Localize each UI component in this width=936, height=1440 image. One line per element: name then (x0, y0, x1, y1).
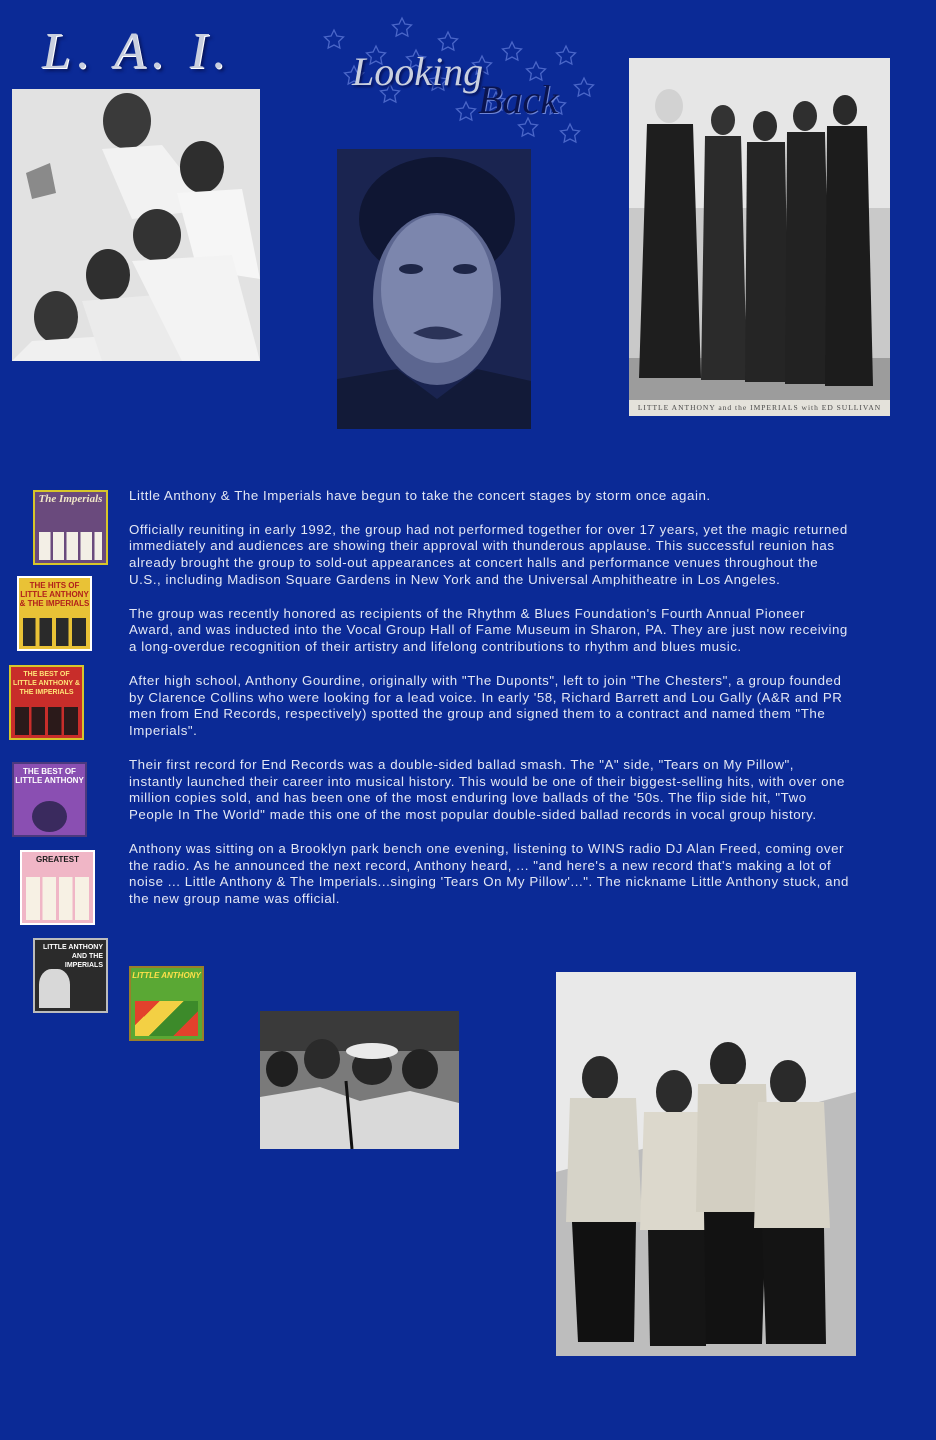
looking-back-title-line1: Looking (352, 49, 484, 94)
album-cover-best-of-red[interactable] (9, 665, 84, 740)
site-logo: L. A. I. (42, 23, 233, 80)
album-title: THE HITS OF LITTLE ANTHONY & THE IMPERIALS (19, 581, 90, 608)
article-paragraph: The group was recently honored as recipients of the Rhythm & Blues Foundation's Fourth Annual Pioneer Award, and was inducted into the Vocal Group Hall of Fame Museum in Sharon, PA. They are just now receiving a long-overdue recognition of their artistry and lifelong contributions to rhythm and blues music. (129, 605, 848, 655)
album-figures (39, 969, 70, 1008)
album-title: THE BEST OF LITTLE ANTHONY & THE IMPERIALS (13, 671, 80, 696)
article-paragraph: Anthony was sitting on a Brooklyn park bench one evening, listening to WINS radio DJ Alan Freed, coming over the radio. As he announced the next record, Anthony heard, ... "and here's a new record that's making a lot of noise ... Little Anthony & The Imperials...singing 'Tears On My Pillow'...". The nickname Little Anthony stuck, and the new group name was official. (129, 840, 849, 907)
article-paragraph: After high school, Anthony Gourdine, originally with "The Duponts", left to join "The Chesters", a group founded by Clarence Collins who were looking for a lead voice. In early '58, Richard Barrett and Lou Gally (A&R and PR men from End Records, respectively) spotted the group and signed them to a contract and named them "The Imperials". (129, 672, 843, 739)
album-cover-best-of-purple[interactable] (12, 762, 87, 837)
album-title: LITTLE ANTHONY (132, 971, 201, 980)
photo-little-anthony-portrait (337, 149, 531, 429)
album-cover-imperials[interactable] (33, 490, 108, 565)
album-figures (15, 707, 78, 735)
album-figures (23, 618, 86, 646)
album-cover-green[interactable] (129, 966, 204, 1041)
album-figures (39, 532, 102, 560)
album-figures (26, 877, 89, 920)
article-paragraph: Their first record for End Records was a double-sided ballad smash. The "A" side, "Tears on My Pillow", instantly launched their career into musical history. This would be one of their biggest-selling hits, with over one million copies sold, and has been one of the most enduring love ballads of the '50s. The flip side hit, "Two People In The World" made this one of the most popular double-sided ballad records in vocal group history. (129, 756, 845, 823)
album-title: GREATEST (36, 855, 79, 864)
album-figures (135, 1001, 198, 1037)
album-figures (32, 801, 67, 832)
article-body (129, 488, 849, 925)
looking-back-title-line2: Back (478, 77, 558, 122)
album-cover-greatest[interactable] (20, 850, 95, 925)
album-cover-hits[interactable] (17, 576, 92, 651)
article-paragraph: Officially reuniting in early 1992, the group had not performed together for over 17 years, yet the magic returned immediately and audiences are showing their approval with thunderous applause. This successful reunion has already brought the group to sold-out appearances at concert halls and performance venues throughout the U.S., including Madison Square Gardens in New York and the Universal Amphitheatre in Los Angeles. (129, 521, 848, 587)
photo-group-with-host (629, 58, 890, 400)
article-paragraph: Little Anthony & The Imperials have begun to take the concert stages by storm once again. (129, 488, 711, 503)
album-title: LITTLE ANTHONY AND THE IMPERIALS (42, 944, 103, 969)
photo-group-patterned-jackets (556, 972, 856, 1356)
photo-group-at-microphone (260, 1011, 459, 1149)
album-title: The Imperials (38, 493, 103, 505)
photo-group-white-tuxedos (12, 89, 260, 361)
album-cover-collection[interactable] (33, 938, 108, 1013)
photo-caption: LITTLE ANTHONY and the IMPERIALS with ED SULLIVAN (629, 400, 890, 416)
album-title: THE BEST OF LITTLE ANTHONY (15, 767, 84, 785)
